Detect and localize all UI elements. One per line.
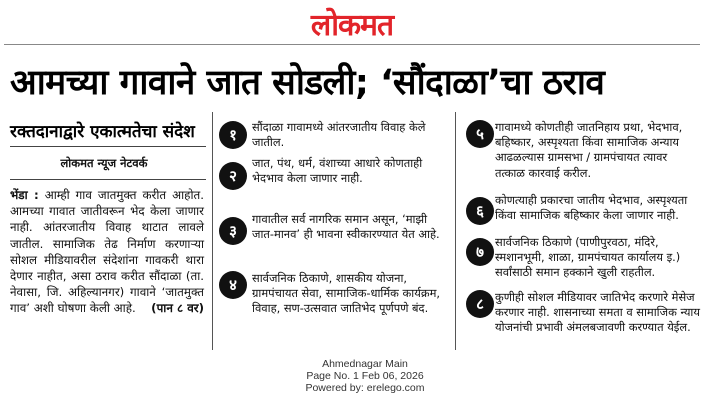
resolution-number: ७ — [466, 238, 494, 266]
footer-page-date: Page No. 1 Feb 06, 2026 — [306, 370, 424, 382]
byline: लोकमत न्यूज नेटवर्क — [60, 156, 148, 170]
footer-powered-by[interactable]: Powered by: erelego.com — [305, 382, 425, 394]
resolution-item: सार्वजनिक ठिकाणे, शासकीय योजना, ग्रामपंचायत सेवा, सामाजिक-धार्मिक कार्यक्रम, विवाह, सण-उत्सवात जातिभेद पूर्णपणे बंद. — [252, 271, 441, 316]
masthead-logo[interactable]: लोकमत — [310, 8, 394, 43]
resolution-item: सौंदाळा गावामध्ये आंतरजातीय विवाह केले जातील. — [252, 120, 426, 150]
resolution-number: ५ — [466, 120, 494, 148]
resolution-number: २ — [219, 162, 247, 190]
resolution-item: सार्वजनिक ठिकाणे (पाणीपुरवठा, मंदिरे, स्मशानभूमी, शाळा, ग्रामपंचायत कार्यालय इ.) सर्वांसाठी समान हक्काने खुली राहतील. — [495, 235, 681, 280]
resolution-item: कुणीही सोशल मीडियावर जातिभेद करणारे मेसेज करणार नाही. शासनाच्या समता व सामाजिक न्याय योजनांची प्रभावी अंमलबजावणी करण्यात येईल. — [495, 290, 700, 335]
resolution-item: कोणत्याही प्रकारचा जातीय भेदभाव, अस्पृश्यता किंवा सामाजिक बहिष्कार केला जाणार नाही. — [495, 193, 688, 223]
resolution-item: जात, पंथ, धर्म, वंशाच्या आधारे कोणताही भेदभाव केला जाणार नाही. — [252, 156, 423, 186]
headline: आमच्या गावाने जात सोडली; ‘सौंदाळा’चा ठराव — [10, 63, 605, 103]
resolution-number: ६ — [466, 197, 494, 225]
footer-edition: Ahmednagar Main — [322, 358, 408, 370]
resolution-number: ४ — [219, 271, 247, 299]
dateline: भेंडा : — [10, 188, 39, 202]
resolution-number: ३ — [219, 217, 247, 245]
subheadline: रक्तदानाद्वारे एकात्मतेचा संदेश — [10, 122, 195, 142]
continued-marker[interactable]: (पान ८ वर) — [151, 301, 204, 316]
masthead-divider — [4, 44, 700, 45]
resolution-number: ८ — [466, 290, 494, 318]
resolution-item: गावामध्ये कोणतीही जातनिहाय प्रथा, भेदभाव, बहिष्कार, अस्पृश्यता किंवा सामाजिक अन्याय आढळल्यास ग्रामसभा / ग्रामपंचायत त्यावर तत्काळ कारवाई करील. — [495, 120, 683, 180]
column-divider-middle — [455, 112, 456, 350]
resolution-number: १ — [219, 121, 247, 149]
subhead-divider — [10, 146, 206, 147]
article-body — [10, 187, 204, 317]
article-text: आम्ही गाव जातमुक्त करीत आहोत. आमच्या गावात जातीवरून भेद केला जाणार नाही. आंतरजातीय विवाह थाटात लावले जातील. सामाजिक तेढ निर्माण करणाऱ्या सोशल मीडियावरील संदेशांना गावकरी थारा देणार नाहीत, असा ठराव करीत सौंदाळा (ता. नेवासा, जि. अहिल्यानगर) गावाने ‘जातमुक्त गाव’ अशी घोषणा केली आहे. — [10, 188, 204, 316]
resolution-item: गावातील सर्व नागरिक समान असून, ‘माझी जात-मानव’ ही भावना स्वीकारण्यात येत आहे. — [252, 212, 440, 242]
column-divider-left — [212, 112, 213, 350]
byline-divider — [10, 179, 206, 180]
